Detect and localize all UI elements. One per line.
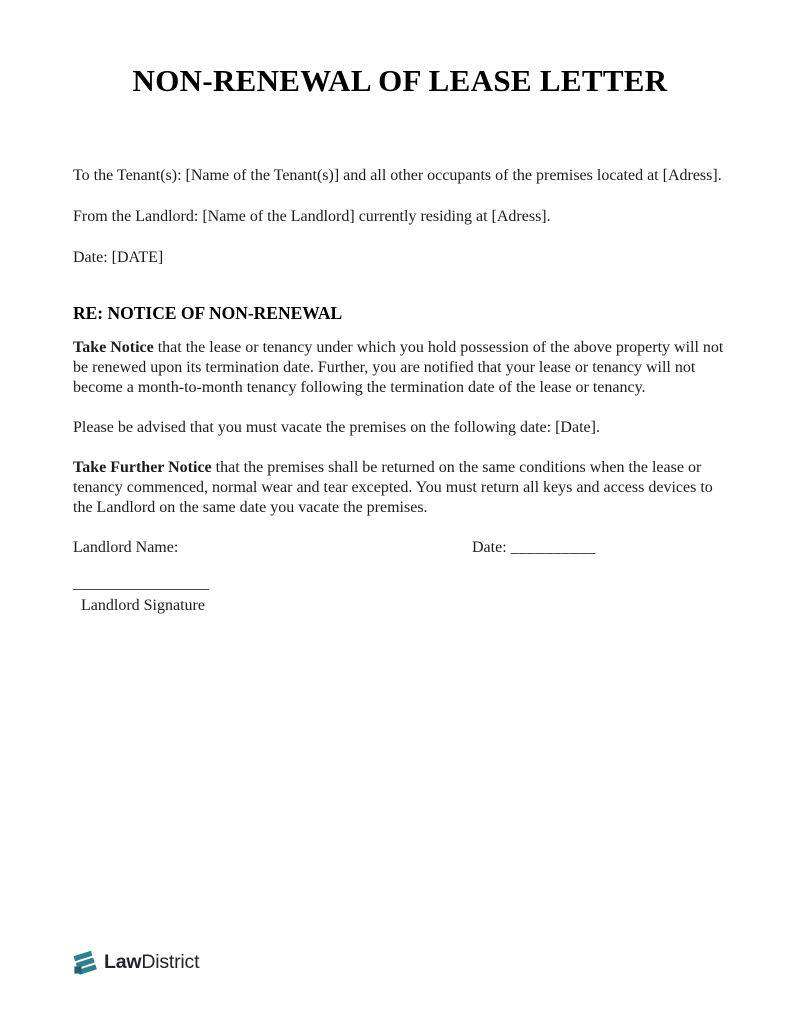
landlord-signature-label: Landlord Signature [81,597,205,614]
document-title: NON-RENEWAL OF LEASE LETTER [132,63,668,98]
landlord-signature-line: _________________ [73,575,209,592]
lawdistrict-logo-icon [72,949,99,976]
date-field [472,538,596,558]
logo-text-district: District [141,951,200,973]
take-further-notice-lead: Take Further Notice [73,459,212,476]
to-tenant-line: To the Tenant(s): [Name of the Tenant(s)] and all other occupants of the premises located at [Adress]. [73,167,722,184]
take-notice-text: that the lease or tenancy under which you hold possession of the above property will not be renewed upon its termination date. Further, you are notified that your lease or tenancy will not become a month-to-month tenancy following the termination date of the lease or tenancy. [73,339,724,396]
vacate-notice-text: Please be advised that you must vacate the premises on the following date: [Date]. [73,419,600,436]
paragraph-take-further-notice [73,458,727,518]
paragraph-take-notice [73,338,727,398]
from-landlord-line: From the Landlord: [Name of the Landlord] currently residing at [Adress]. [73,208,551,225]
logo-text-law: Law [104,951,142,973]
signature-row [73,538,727,558]
take-notice-lead: Take Notice [73,339,154,356]
subject-heading: RE: NOTICE OF NON-RENEWAL [73,303,343,323]
landlord-name-label: Landlord Name: [73,539,179,556]
paragraph-vacate-notice [73,418,727,438]
date-blank-line: __________ [510,539,596,556]
lawdistrict-logo [72,949,199,976]
document-content [0,62,800,616]
lawdistrict-logo-text [104,951,199,974]
date-label: Date: [472,539,507,556]
date-line: Date: [DATE] [73,249,164,266]
intro-block [73,166,727,268]
take-further-notice-text: that the premises shall be returned on the same conditions when the lease or tenancy commenced, normal wear and tear excepted. You must return all keys and access devices to the Landlord on the same date you vacate the premises. [73,459,713,516]
signature-block [73,574,727,616]
